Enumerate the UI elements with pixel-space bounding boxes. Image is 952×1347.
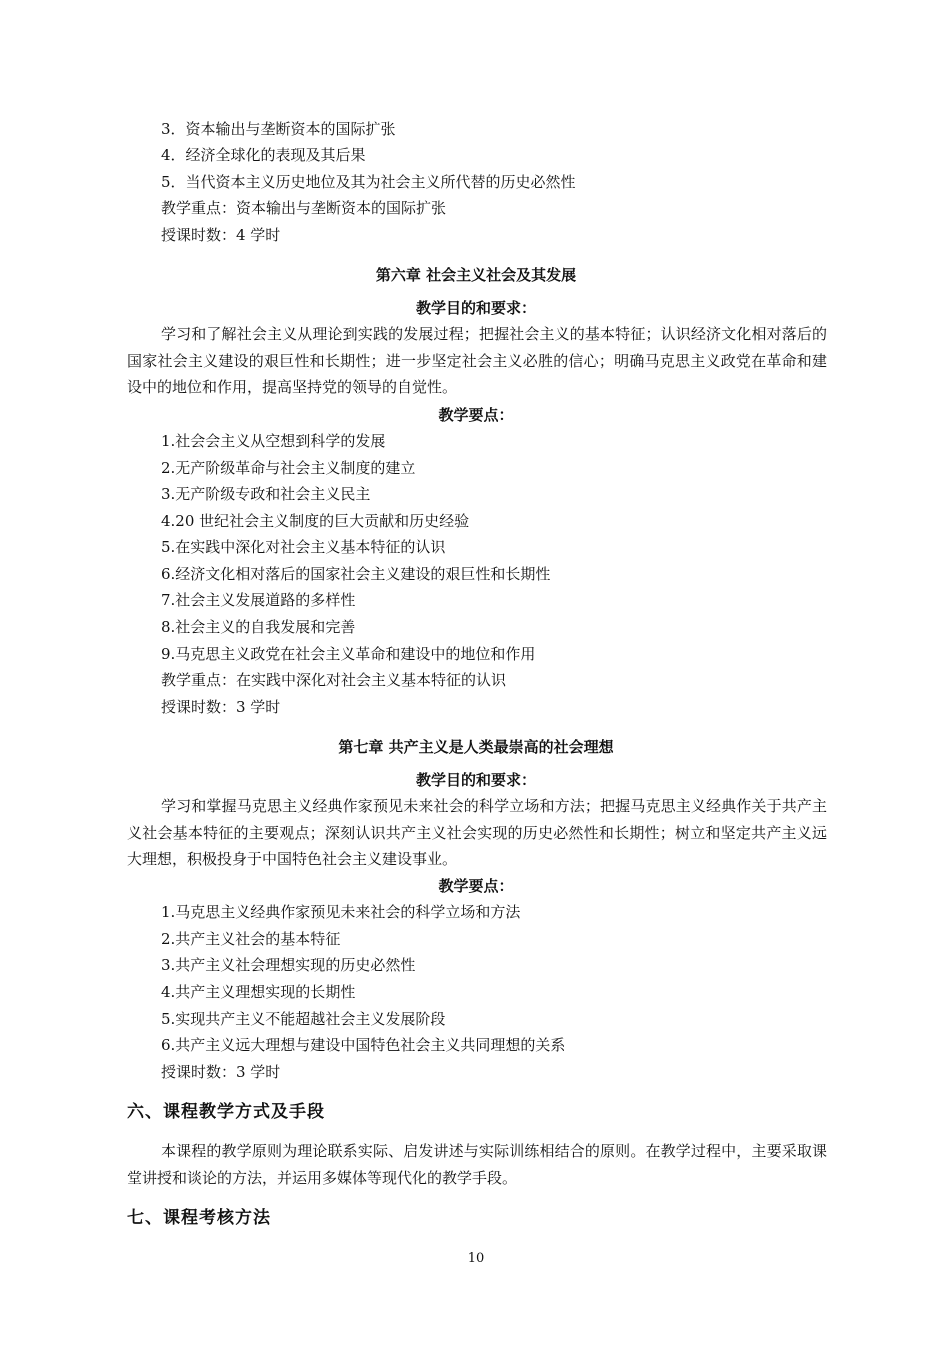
list-item: 1.马克思主义经典作家预见未来社会的科学立场和方法 — [161, 903, 521, 921]
list-item: 3．资本输出与垄断资本的国际扩张 — [161, 120, 396, 138]
teaching-hours: 授课时数：3 学时 — [161, 1063, 281, 1081]
page-number: 10 — [467, 1251, 485, 1266]
teaching-focus: 教学重点：资本输出与垄断资本的国际扩张 — [161, 199, 447, 217]
list-item: 5.在实践中深化对社会主义基本特征的认识 — [161, 538, 446, 556]
section-6-heading: 六、课程教学方式及手段 — [127, 1102, 325, 1122]
list-item: 1.社会会主义从空想到科学的发展 — [161, 432, 386, 450]
section-6-text: 本课程的教学原则为理论联系实际、启发讲述与实际训练相结合的原则。在教学过程中，主要采取课堂讲授和谈论的方法，并运用多媒体等现代化的教学手段。 — [127, 1142, 827, 1187]
list-item: 4．经济全球化的表现及其后果 — [161, 146, 366, 164]
list-item: 3.共产主义社会理想实现的历史必然性 — [161, 956, 416, 974]
section-7-heading: 七、课程考核方法 — [127, 1208, 271, 1228]
chapter-7-points-heading: 教学要点： — [438, 877, 514, 895]
list-item: 9.马克思主义政党在社会主义革命和建设中的地位和作用 — [161, 645, 536, 663]
teaching-hours: 授课时数：3 学时 — [161, 698, 281, 716]
list-item: 5．当代资本主义历史地位及其为社会主义所代替的历史必然性 — [161, 173, 576, 191]
list-item: 2.无产阶级革命与社会主义制度的建立 — [161, 459, 416, 477]
chapter-7-goal-text: 学习和掌握马克思主义经典作家预见未来社会的科学立场和方法；把握马克思主义经典作关于共产主义社会基本特征的主要观点；深刻认识共产主义社会实现的历史必然性和长期性；树立和坚定共产主义远大理想，积极投身于中国特色社会主义建设事业。 — [127, 797, 827, 869]
teaching-hours: 授课时数：4 学时 — [161, 226, 281, 244]
chapter-6-title: 第六章 社会主义社会及其发展 — [375, 266, 577, 284]
list-item: 3.无产阶级专政和社会主义民主 — [161, 485, 371, 503]
list-item: 4.共产主义理想实现的长期性 — [161, 983, 356, 1001]
chapter-6-goal-text: 学习和了解社会主义从理论到实践的发展过程；把握社会主义的基本特征；认识经济文化相对落后的国家社会主义建设的艰巨性和长期性；进一步坚定社会主义必胜的信心；明确马克思主义政党在革命和建设中的地位和作用，提高坚持党的领导的自觉性。 — [127, 325, 827, 397]
list-item: 5.实现共产主义不能超越社会主义发展阶段 — [161, 1010, 446, 1028]
list-item: 8.社会主义的自我发展和完善 — [161, 618, 356, 636]
list-item: 4.20 世纪社会主义制度的巨大贡献和历史经验 — [161, 512, 470, 530]
list-item: 6.共产主义远大理想与建设中国特色社会主义共同理想的关系 — [161, 1036, 566, 1054]
teaching-focus: 教学重点：在实践中深化对社会主义基本特征的认识 — [161, 671, 507, 689]
list-item: 2.共产主义社会的基本特征 — [161, 930, 341, 948]
list-item: 6.经济文化相对落后的国家社会主义建设的艰巨性和长期性 — [161, 565, 551, 583]
chapter-7-goal-heading: 教学目的和要求： — [415, 771, 536, 789]
list-item: 7.社会主义发展道路的多样性 — [161, 591, 356, 609]
chapter-6-points-heading: 教学要点： — [438, 406, 514, 424]
chapter-6-goal-heading: 教学目的和要求： — [415, 299, 536, 317]
chapter-7-title: 第七章 共产主义是人类最崇高的社会理想 — [338, 738, 614, 756]
